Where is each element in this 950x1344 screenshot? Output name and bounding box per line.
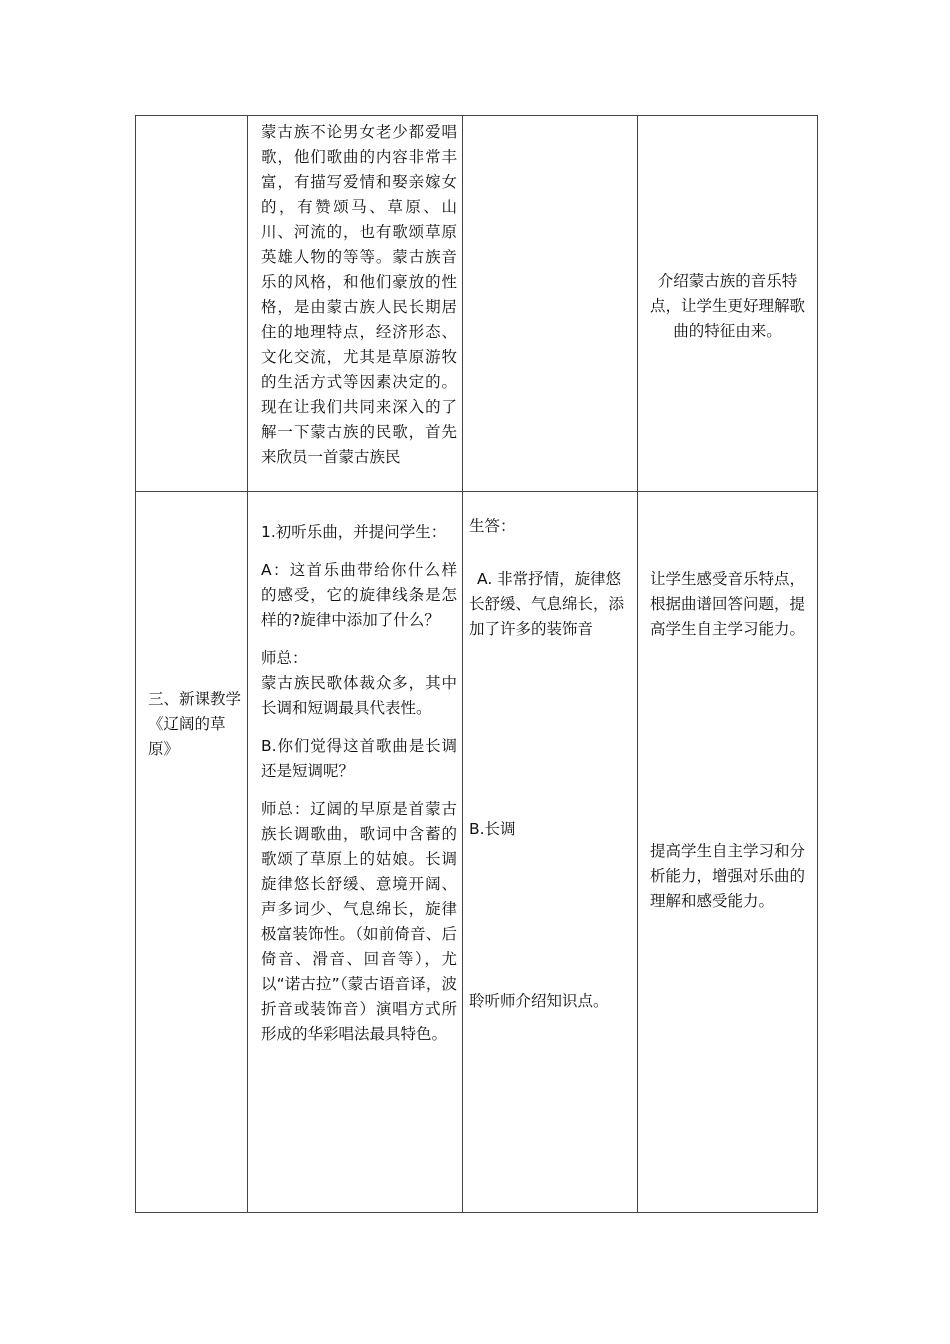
student-answer-label: 生答： bbox=[469, 517, 516, 535]
teacher-activity-cell bbox=[248, 116, 463, 492]
summary-1: 蒙古族民歌体裁众多，其中长调和短调最具代表性。 bbox=[261, 674, 457, 717]
section-cell bbox=[136, 492, 248, 1213]
question-a: A：这首乐曲带给你什么样的感受，它的旋律线条是怎样的?旋律中添加了什么？ bbox=[261, 561, 457, 629]
summary-label: 师总： bbox=[261, 649, 308, 667]
summary-2: 师总：辽阔的早原是首蒙古族长调歌曲，歌词中含蓄的歌颂了草原上的姑娘。长调旋律悠长舒缓、意境开阔、声多词少、气息绵长，旋律极富装饰性。（如前倚音、后倚音、滑音、回音等），尤以“诺古拉”（蒙古语音译，波折音或装饰音）演唱方式所形成的华彩唱法最具特色。 bbox=[261, 800, 457, 1043]
intent-text-1: 让学生感受音乐特点，根据曲谱回答问题，提高学生自主学习能力。 bbox=[649, 570, 805, 638]
intent-text-2: 提高学生自主学习和分析能力，增强对乐曲的理解和感受能力。 bbox=[650, 842, 806, 910]
section-cell-empty bbox=[136, 116, 248, 492]
table-row bbox=[136, 116, 818, 492]
lesson-plan-table bbox=[135, 115, 818, 1213]
student-activity-cell bbox=[463, 492, 638, 1213]
student-listen: 聆听师介绍知识点。 bbox=[469, 992, 609, 1010]
section-title: 三、新课教学《辽阔的草原》 bbox=[148, 690, 242, 758]
question-1: 1.初听乐曲，并提问学生： bbox=[261, 523, 447, 541]
student-answer-a: A. 非常抒情，旋律悠长舒缓、气息绵长，添加了许多的装饰音 bbox=[469, 570, 625, 638]
design-intent-cell bbox=[638, 116, 818, 492]
question-b: B.你们觉得这首歌曲是长调还是短调呢？ bbox=[261, 737, 457, 780]
teacher-activity-cell bbox=[248, 492, 463, 1213]
student-answer-b: B.长调 bbox=[469, 820, 516, 838]
table-row bbox=[136, 492, 818, 1213]
intent-text: 介绍蒙古族的音乐特点，让学生更好理解歌曲的特征由来。 bbox=[649, 272, 805, 340]
student-activity-cell-empty bbox=[463, 116, 638, 492]
design-intent-cell bbox=[638, 492, 818, 1213]
intro-paragraph: 蒙古族不论男女老少都爱唱歌，他们歌曲的内容非常丰富，有描写爱情和娶亲嫁女的，有赞颂马、草原、山川、河流的，也有歌颂草原英雄人物的等等。蒙古族音乐的风格，和他们豪放的性格，是由蒙古族人民长期居住的地理特点，经济形态、文化交流，尤其是草原游牧的生活方式等因素决定的。现在让我们共同来深入的了解一下蒙古族的民歌，首先来欣员一首蒙古族民 bbox=[261, 123, 457, 466]
